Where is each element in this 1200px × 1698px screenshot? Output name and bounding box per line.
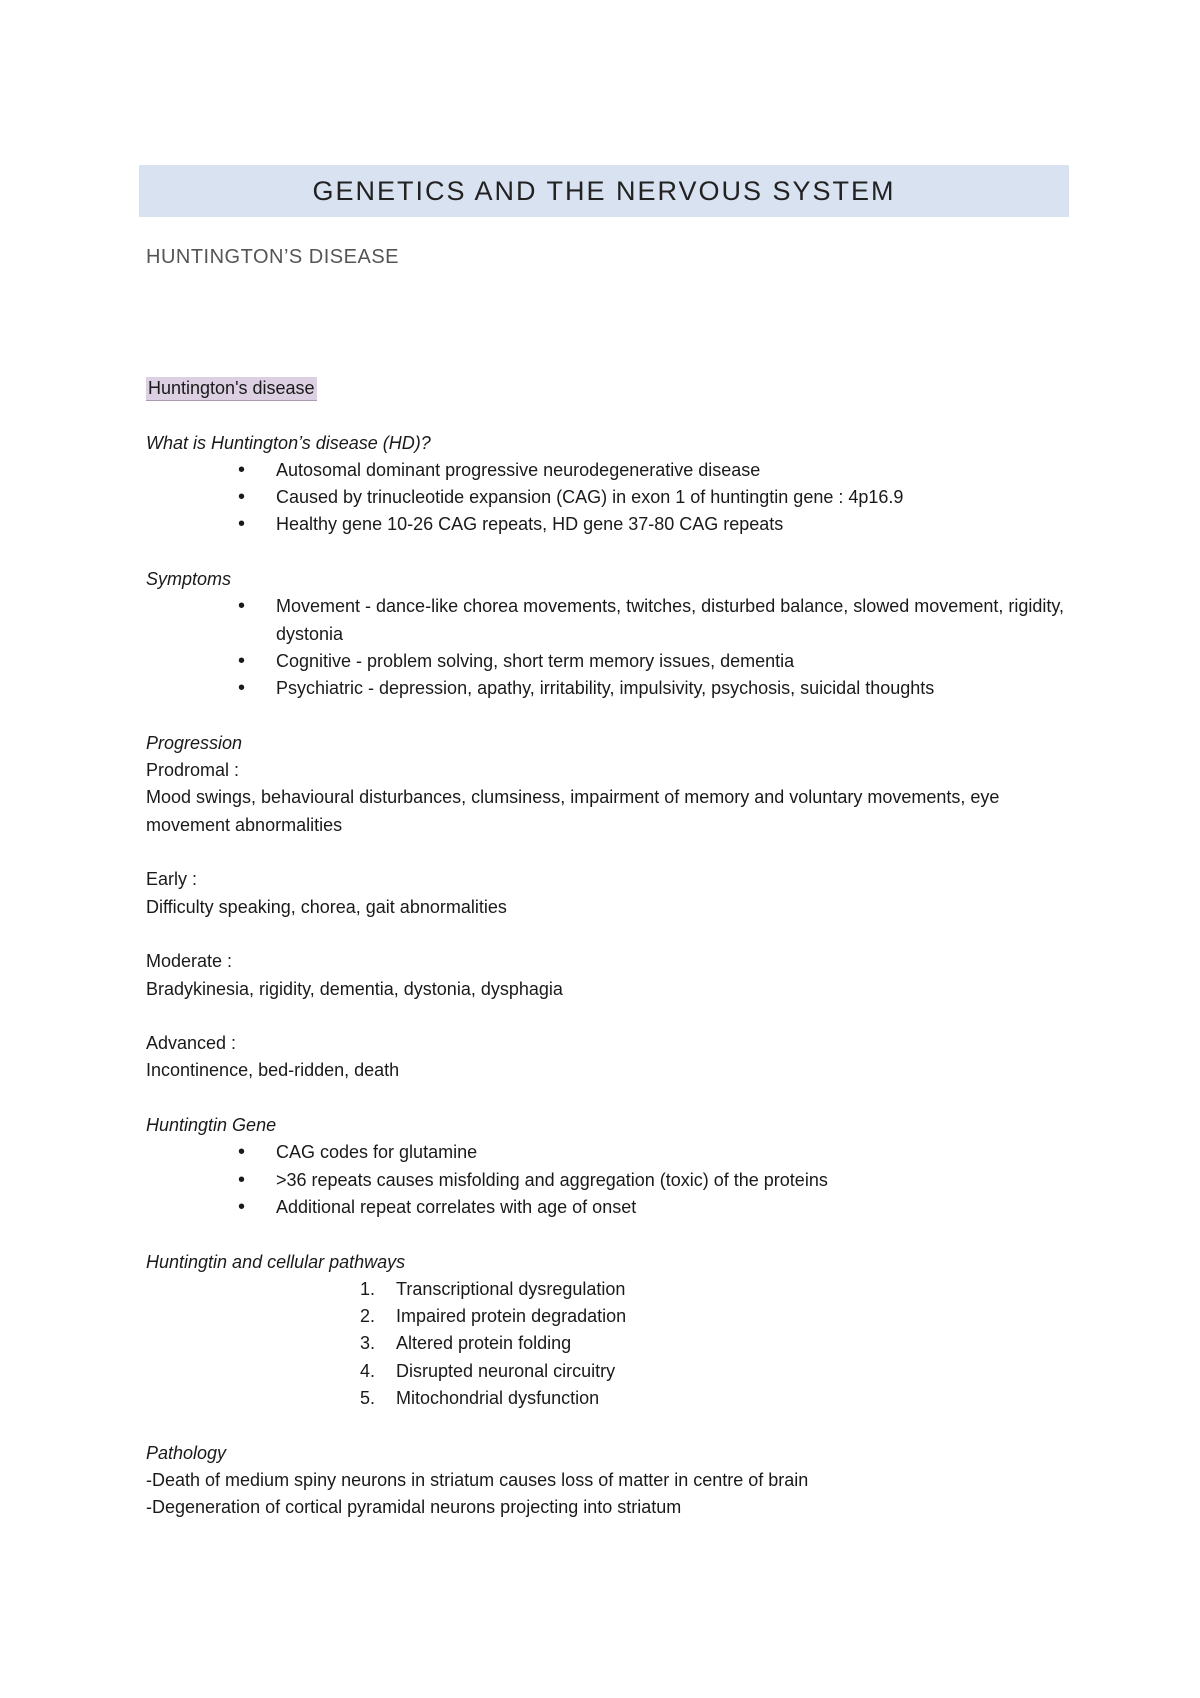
pathology-heading: Pathology	[146, 1442, 227, 1463]
moderate-text: Bradykinesia, rigidity, dementia, dystonia, dysphagia	[146, 978, 563, 999]
list-item: • Caused by trinucleotide expansion (CAG) in exon 1 of huntingtin gene : 4p16.9	[276, 484, 1066, 511]
bullet-icon: •	[238, 486, 246, 509]
pathology-line-2: -Degeneration of cortical pyramidal neurons projecting into striatum	[146, 1497, 682, 1518]
list-item: • >36 repeats causes misfolding and aggregation (toxic) of the proteins	[276, 1167, 1066, 1194]
bullet-icon: •	[238, 1141, 246, 1164]
document-body	[146, 375, 1066, 1521]
moderate-label: Moderate :	[146, 951, 233, 972]
list-item: • Autosomal dominant progressive neurodegenerative disease	[276, 457, 1066, 484]
symptoms-list	[146, 593, 1066, 702]
list-item: 4. Disrupted neuronal circuitry	[360, 1360, 616, 1381]
bullet-icon: •	[238, 513, 246, 536]
early-label: Early :	[146, 869, 198, 890]
list-item: • Cognitive - problem solving, short term memory issues, dementia	[276, 648, 1066, 675]
list-item: 1. Transcriptional dysregulation	[360, 1278, 626, 1299]
list-item: • Movement - dance-like chorea movements, twitches, disturbed balance, slowed movement, rigidity, dystonia	[238, 595, 1065, 644]
advanced-text: Incontinence, bed-ridden, death	[146, 1060, 400, 1081]
list-item: • CAG codes for glutamine	[276, 1139, 1066, 1166]
pathology-line-1: -Death of medium spiny neurons in striatum causes loss of matter in centre of brain	[146, 1469, 809, 1490]
bullet-icon: •	[238, 458, 246, 481]
early-text: Difficulty speaking, chorea, gait abnormalities	[146, 896, 507, 917]
bullet-icon: •	[238, 595, 246, 618]
progression-heading: Progression	[146, 732, 243, 753]
bullet-icon: •	[238, 1168, 246, 1191]
pathways-list	[146, 1276, 1066, 1412]
list-item: • Additional repeat correlates with age of onset	[276, 1194, 1066, 1221]
prodromal-label: Prodromal :	[146, 760, 240, 781]
symptoms-heading: Symptoms	[146, 569, 232, 590]
what-is-hd-heading: What is Huntington’s disease (HD)?	[146, 432, 431, 453]
section-heading: HUNTINGTON’S DISEASE	[146, 246, 399, 268]
what-is-hd-list	[146, 457, 1066, 539]
title-banner	[139, 165, 1069, 217]
pathways-heading: Huntingtin and cellular pathways	[146, 1251, 406, 1272]
advanced-label: Advanced :	[146, 1033, 237, 1054]
bullet-icon: •	[238, 649, 246, 672]
gene-heading: Huntingtin Gene	[146, 1115, 277, 1136]
list-item: 3. Altered protein folding	[360, 1333, 572, 1354]
gene-list	[146, 1139, 1066, 1221]
bullet-icon: •	[238, 1195, 246, 1218]
prodromal-text: Mood swings, behavioural disturbances, clumsiness, impairment of memory and voluntary movements, eye movement abnormalities	[146, 787, 1000, 835]
list-item: • Healthy gene 10-26 CAG repeats, HD gene 37-80 CAG repeats	[276, 511, 1066, 538]
list-item: • Psychiatric - depression, apathy, irritability, impulsivity, psychosis, suicidal thoughts	[276, 675, 1066, 702]
list-item: 5. Mitochondrial dysfunction	[360, 1387, 600, 1408]
highlighted-subheading: Huntington's disease	[146, 377, 317, 401]
document-title: GENETICS AND THE NERVOUS SYSTEM	[312, 175, 896, 206]
bullet-icon: •	[238, 677, 246, 700]
list-item: 2. Impaired protein degradation	[360, 1306, 627, 1327]
